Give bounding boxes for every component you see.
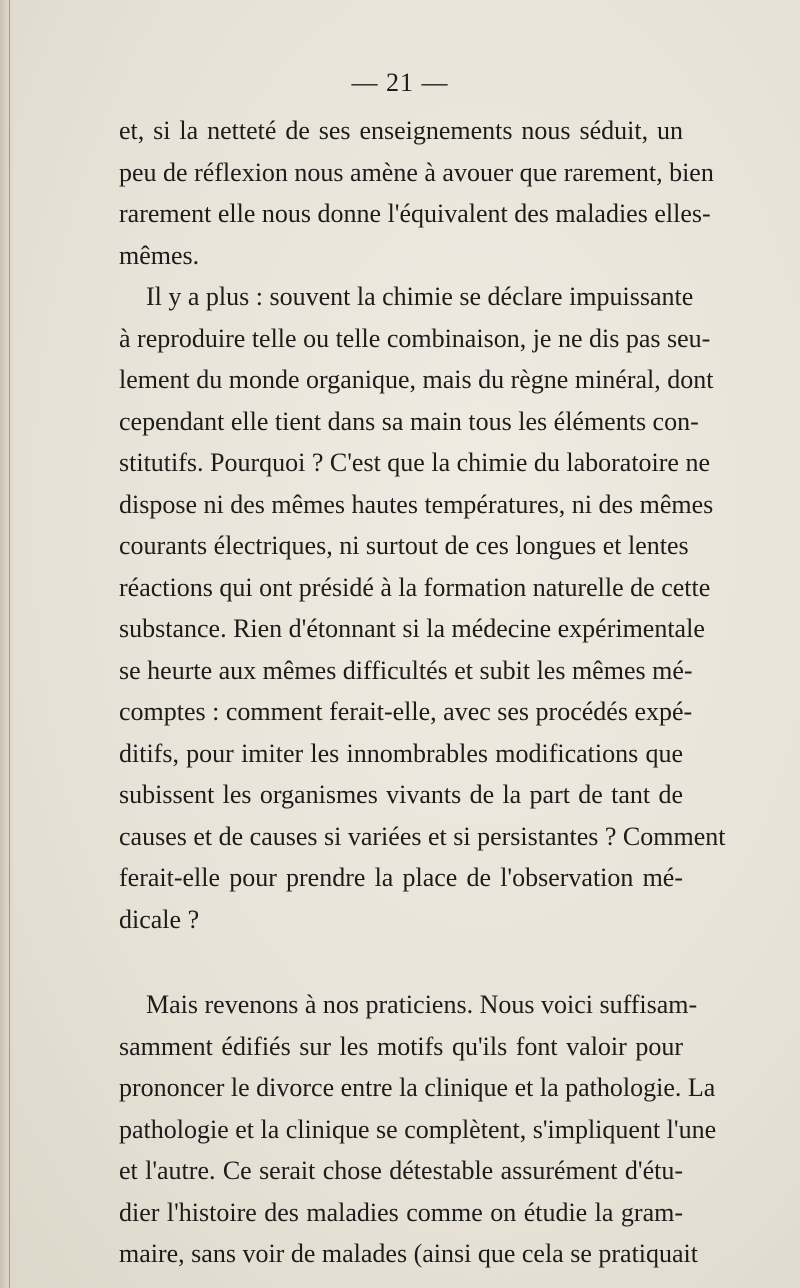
paragraph-1 bbox=[119, 110, 714, 276]
text-line: samment édifiés sur les motifs qu'ils font valoir pour bbox=[119, 1031, 683, 1061]
paragraph-3 bbox=[119, 984, 717, 1275]
paragraph-gap bbox=[119, 940, 683, 984]
text-line: prononcer le divorce entre la clinique et la pathologie. La bbox=[119, 1073, 716, 1102]
text-line: Il y a plus : souvent la chimie se déclare impuissante bbox=[146, 282, 694, 311]
text-line: substance. Rien d'étonnant si la médecine expérimentale bbox=[119, 614, 705, 643]
page-binding-line bbox=[9, 0, 10, 1288]
page-number: — 21 — bbox=[351, 68, 449, 97]
text-line: cependant elle tient dans sa main tous les éléments con- bbox=[119, 406, 699, 436]
text-line: stitutifs. Pourquoi ? C'est que la chimie du laboratoire ne bbox=[119, 448, 711, 477]
text-line: comptes : comment ferait-elle, avec ses procédés expé- bbox=[119, 697, 693, 726]
text-line: lement du monde organique, mais du règne minéral, dont bbox=[119, 365, 714, 394]
text-line: ditifs, pour imiter les innombrables modifications que bbox=[119, 738, 683, 768]
page-binding-shadow bbox=[0, 0, 14, 1288]
text-line: à reproduire telle ou telle combinaison, je ne dis pas seu- bbox=[119, 323, 711, 353]
text-line: et, si la netteté de ses enseignements nous séduit, un bbox=[119, 116, 683, 145]
text-line: courants électriques, ni surtout de ces longues et lentes bbox=[119, 531, 689, 560]
text-line: dispose ni des mêmes hautes températures, ni des mêmes bbox=[119, 489, 714, 519]
text-line: subissent les organismes vivants de la part de tant de bbox=[119, 780, 683, 809]
text-line: mêmes. bbox=[119, 240, 200, 270]
text-line: Mais revenons à nos praticiens. Nous voici suffisam- bbox=[146, 990, 698, 1019]
text-line: dier l'histoire des maladies comme on étudie la gram- bbox=[119, 1197, 683, 1227]
text-line: dicale ? bbox=[119, 904, 200, 934]
text-line: rarement elle nous donne l'équivalent des maladies elles- bbox=[119, 199, 711, 228]
text-line: réactions qui ont présidé à la formation naturelle de cette bbox=[119, 572, 711, 602]
text-line: causes et de causes si variées et si persistantes ? Comment bbox=[119, 821, 726, 851]
text-line: maire, sans voir de malades (ainsi que cela se pratiquait bbox=[119, 1239, 699, 1268]
text-line: peu de réflexion nous amène à avouer que rarement, bien bbox=[119, 157, 714, 187]
body-text bbox=[119, 110, 726, 1275]
text-line: pathologie et la clinique se complètent, s'impliquent l'une bbox=[119, 1114, 717, 1144]
text-line: se heurte aux mêmes difficultés et subit les mêmes mé- bbox=[119, 655, 693, 685]
paragraph-2 bbox=[119, 276, 726, 940]
text-line: et l'autre. Ce serait chose détestable assurément d'étu- bbox=[119, 1156, 683, 1185]
text-line: ferait-elle pour prendre la place de l'observation mé- bbox=[119, 863, 683, 892]
